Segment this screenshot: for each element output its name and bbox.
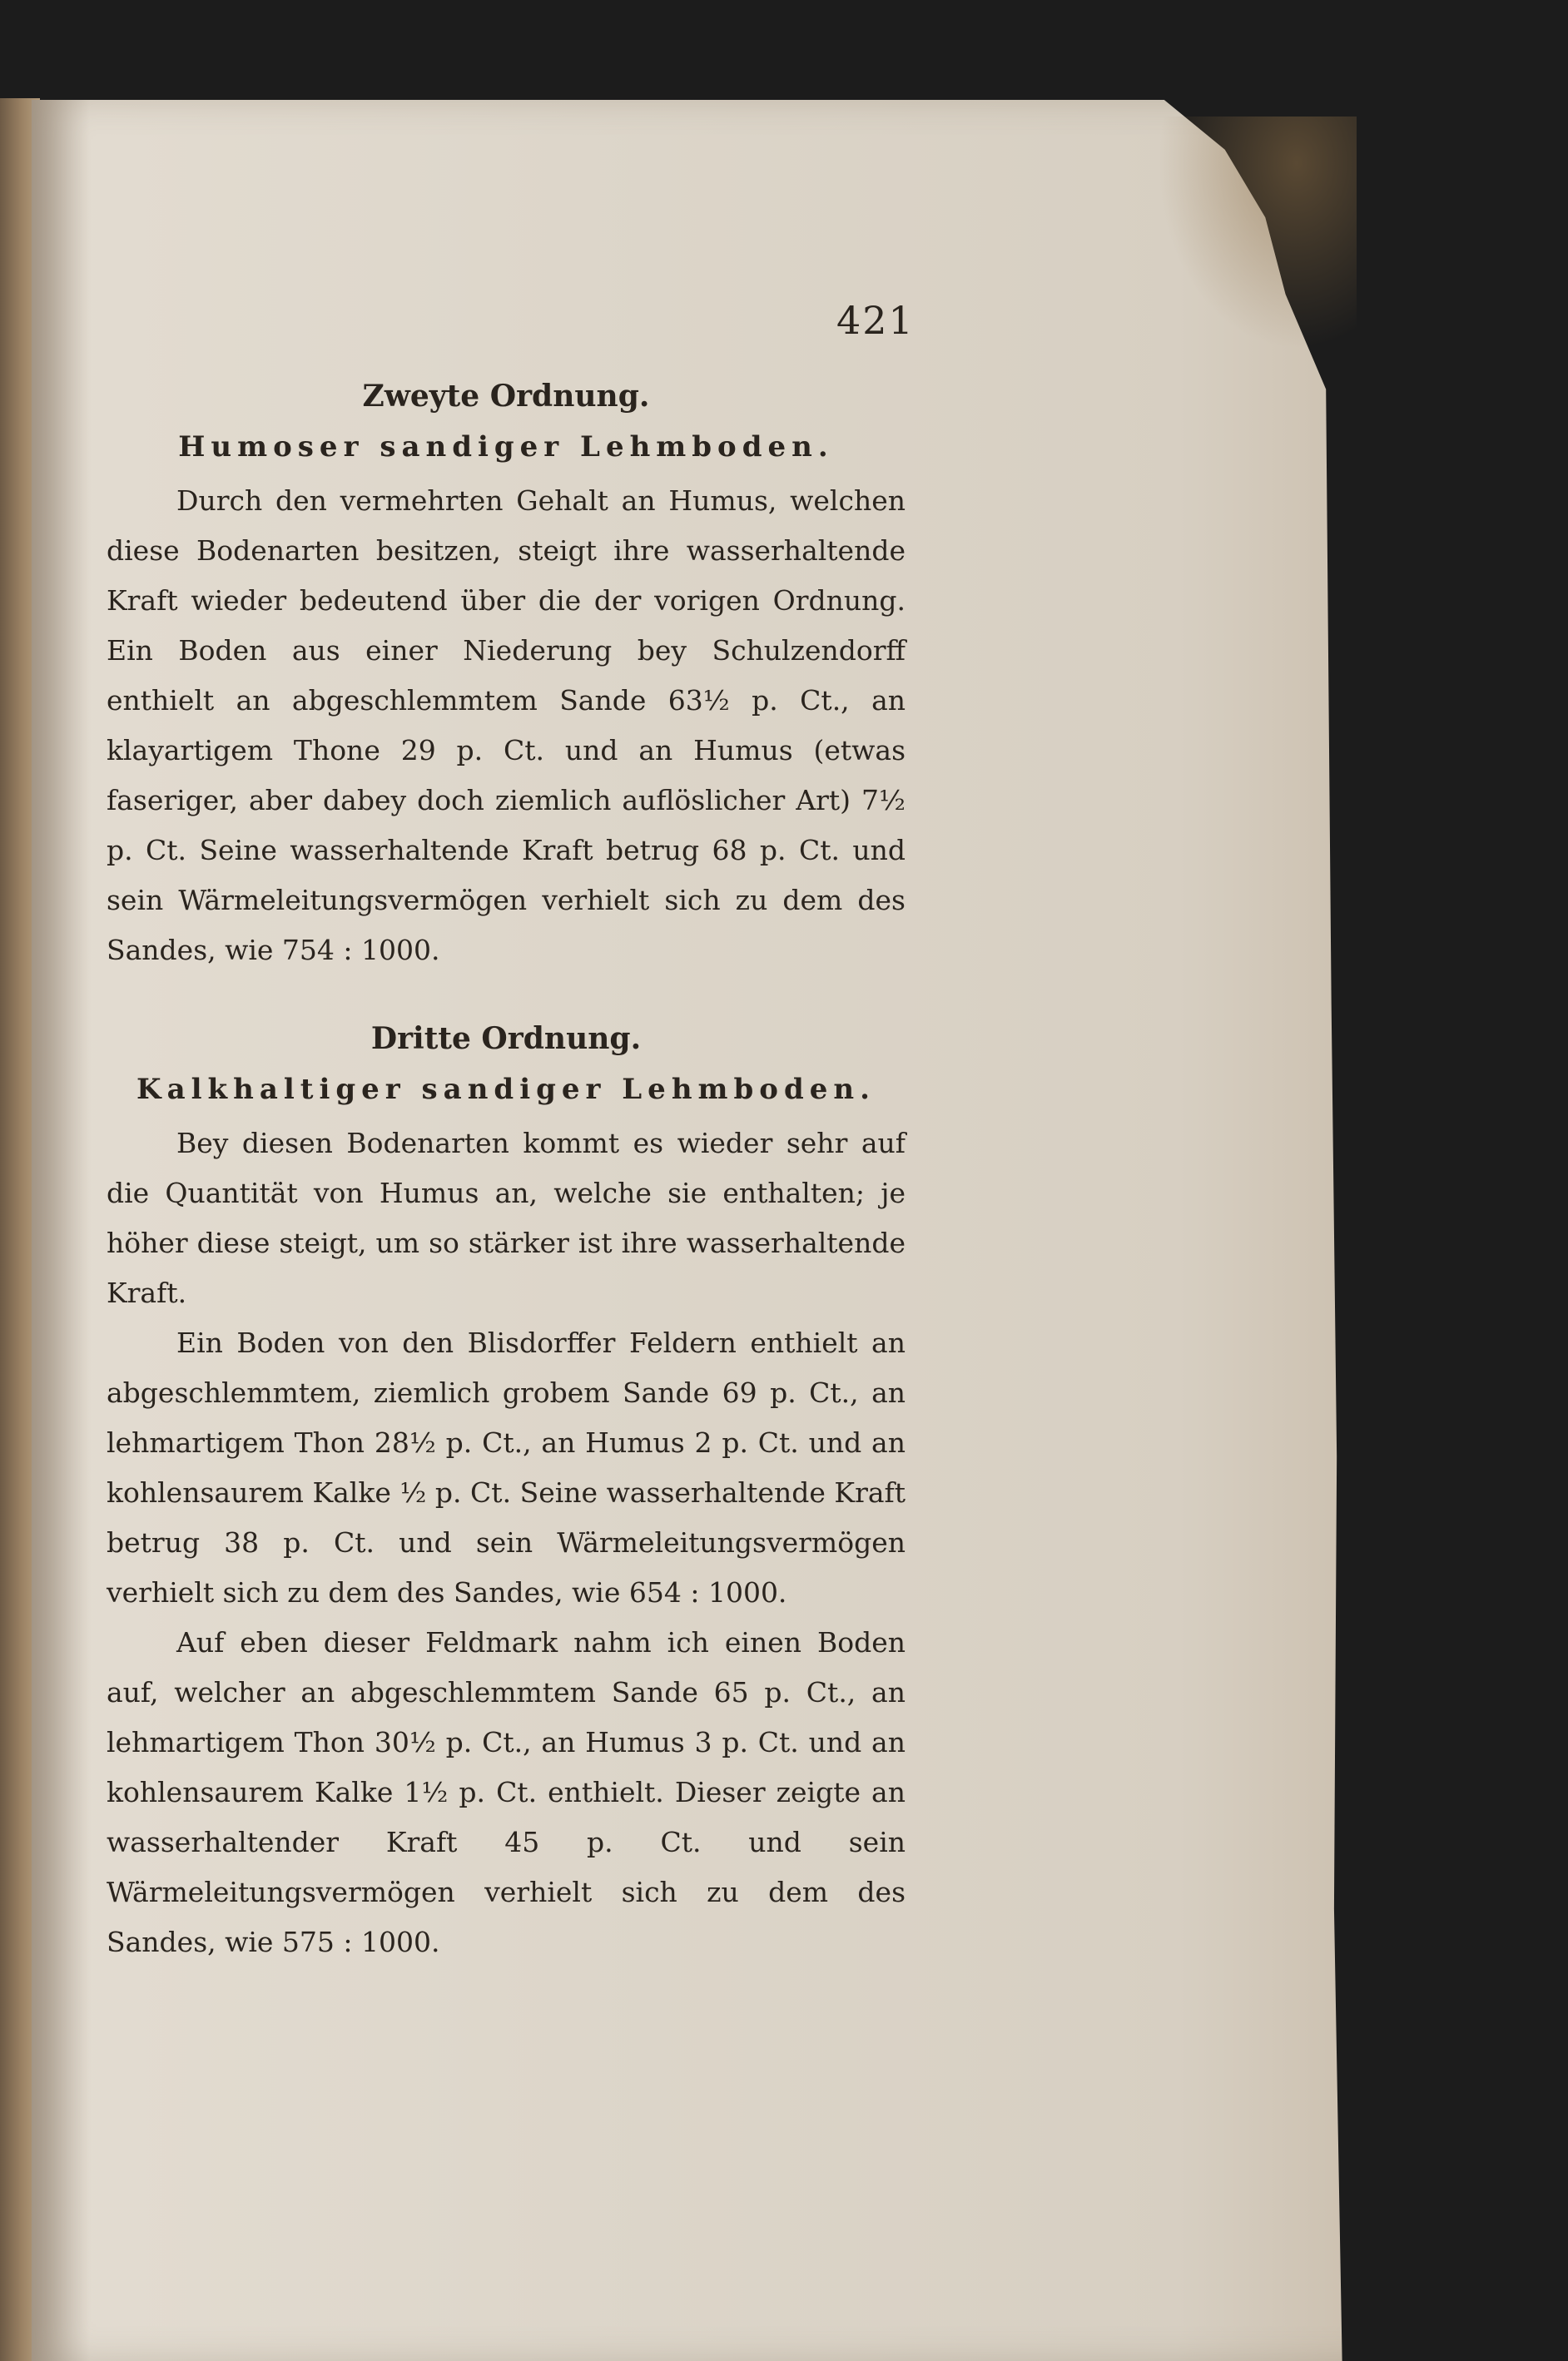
section-heading: Zweyte Ordnung. (362, 379, 650, 414)
page-number: 421 (836, 298, 915, 343)
section-dritte-ordnung (107, 1014, 906, 1967)
section-zweyte-ordnung (107, 371, 906, 975)
paragraph: Ein Boden von den Blisdorffer Feldern enthielt an abgeschlemmtem, ziemlich grobem Sande 69 p. Ct., an lehmartigem Thon 28½ p. Ct., an Humus 2 p. Ct. und an kohlensaurem Kalke ½ p. Ct. Seine wasserhaltende Kraft betrug 38 p. Ct. und sein Wärmeleitungsvermögen verhielt sich zu dem des Sandes, wie 654 : 1000. (107, 1327, 906, 1609)
paragraph: Auf eben dieser Feldmark nahm ich einen Boden auf, welcher an abgeschlemmtem Sande 65 p. Ct., an lehmartigem Thon 30½ p. Ct., an Humus 3 p. Ct. und an kohlensaurem Kalke 1½ p. Ct. enthielt. Dieser zeigte an wasserhaltender Kraft 45 p. Ct. und sein Wärmeleitungsvermögen verhielt sich zu dem des Sandes, wie 575 : 1000. (107, 1626, 906, 1958)
section-subheading: Humoser sandiger Lehmboden. (178, 430, 834, 464)
page-text (107, 300, 906, 1967)
paragraph: Bey diesen Bodenarten kommt es wieder sehr auf die Quantität von Humus an, welche sie enthalten; je höher diese steigt, um so stärker ist ihre wasserhaltende Kraft. (107, 1127, 906, 1309)
gutter-shadow (32, 100, 90, 2361)
paragraph: Durch den vermehrten Gehalt an Humus, welchen diese Bodenarten besitzen, steigt ihre wasserhaltende Kraft wieder bedeutend über die der vorigen Ordnung. Ein Boden aus einer Niederung bey Schulzendorff enthielt an abgeschlemmtem Sande 63½ p. Ct., an klayartigem Thone 29 p. Ct. und an Humus (etwas faseriger, aber dabey doch ziemlich auflöslicher Art) 7½ p. Ct. Seine wasserhaltende Kraft betrug 68 p. Ct. und sein Wärmeleitungsvermögen verhielt sich zu dem des Sandes, wie 754 : 1000. (107, 484, 906, 966)
section-subheading: Kalkhaltiger sandiger Lehmboden. (136, 1073, 876, 1106)
section-heading: Dritte Ordnung. (370, 1021, 642, 1056)
